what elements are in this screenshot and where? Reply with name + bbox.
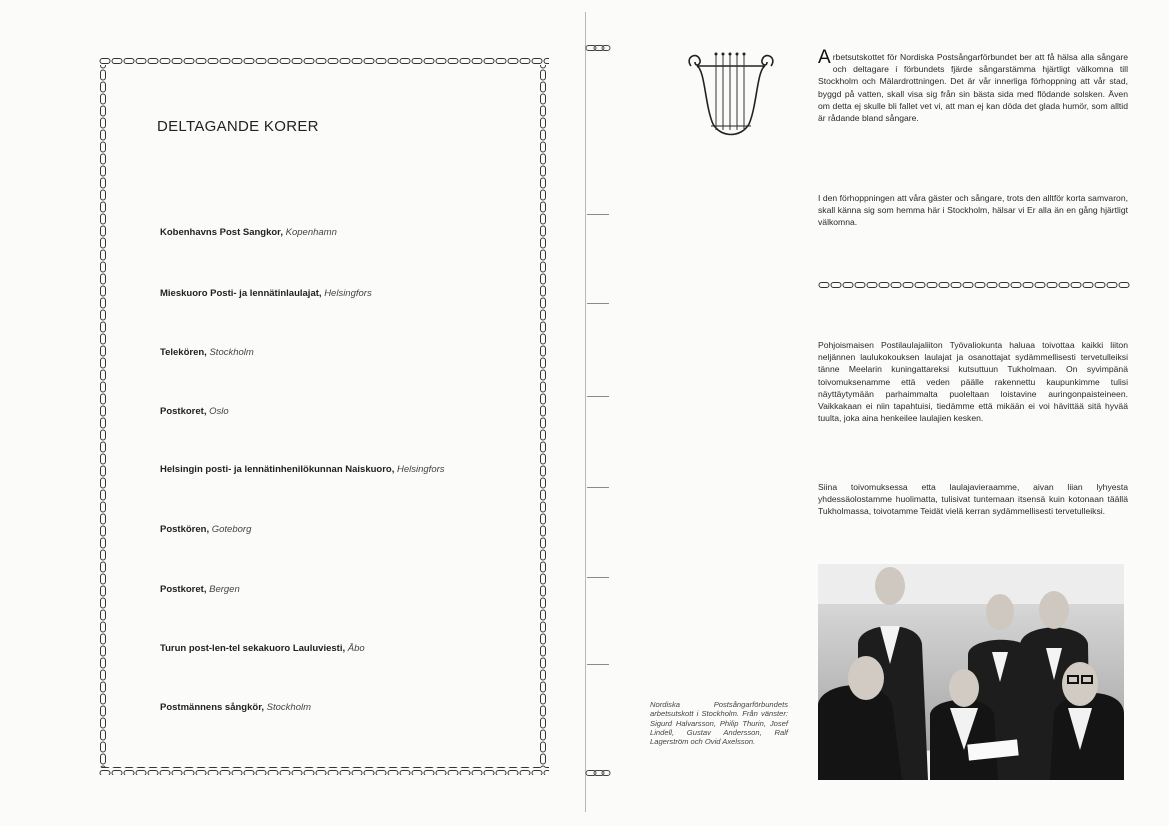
finnish-welcome-paragraph: Pohjoismaisen Postilaulajaliiton Työvaliokunta haluaa toivottaa kaikki liiton neljännen laulukokouksen laulajat ja osanottajat sydämmellisesti tervetulleiksi tänne Meelarin kuningattareksi kutsuttuun Tukholmaan. On syvimpänä toivomuksenamme että veden päälle rakennettu kaupunkimme tulisi näyttäytymään parhaimmalta puoleltaan loistavine auringonpaisteineen. Vaikkakaan ei niin tapahtuisi, tiedämme että mikään ei voi hävittää sitä hyvää tuulta, joka aina henkeilee laulajien kesken. — [818, 340, 1128, 424]
gutter-tick — [587, 487, 609, 488]
choir-entry: Postkoret, Oslo — [160, 406, 229, 417]
drop-cap: A — [818, 47, 831, 68]
gutter-chain-ornament — [585, 44, 611, 52]
choir-entry: Postmännens sångkör, Stockholm — [160, 702, 312, 713]
gutter-tick — [587, 664, 609, 665]
choir-entry: Telekören, Stockholm — [160, 347, 254, 358]
gutter-tick — [587, 577, 609, 578]
page-gutter — [585, 12, 586, 812]
choir-entry: Postkören, Goteborg — [160, 524, 252, 535]
choir-entry: Mieskuoro Posti- ja lennätinlaulajat, Helsingfors — [160, 288, 372, 299]
page-title: DELTAGANDE KORER — [157, 118, 319, 135]
photo-caption: Nordiska Postsångarförbundets arbetsutskott i Stockholm. Från vänster: Sigurd Halvarsson, Philip Thurin, Josef Lindell, Gustav Andersson, Ralf Lagerström och Ovid Axelsson. — [650, 700, 788, 747]
gutter-tick — [587, 303, 609, 304]
finnish-second-paragraph: Siina toivomuksessa etta laulajavieraamme, aivan liian lyhyesta yhdessäolostamme huolimatta, tulisivat tuntemaan itsensä kuin kotonaan täällä Tukholmassa, toivotamme Teidät vielä kerran sydämmellisesti tervetulleiksi. — [818, 482, 1128, 517]
gutter-chain-ornament — [585, 769, 611, 777]
swedish-welcome-paragraph: Arbetsutskottet för Nordiska Postsångarförbundet ber att få hälsa alla sångare och deltagare i förbundets fjärde sångarstämma hjärtligt välkomna till Stockholm och Mälardrottningen. Det är vår innerliga förhoppning att vår stad, byggd på vatten, skall visa sig från sin bästa sida med flödande solsken. Även om detta ej skulle bli fallet vet vi, att man ej kan döda det glada humör, som alltid är rådande bland sångare. — [818, 47, 1128, 124]
gutter-tick — [587, 214, 609, 215]
choir-entry: Postkoret, Bergen — [160, 584, 240, 595]
choir-entry: Turun post-len-tel sekakuoro Lauluviesti, Åbo — [160, 643, 365, 654]
lyre-icon — [683, 46, 779, 142]
choir-entry: Helsingin posti- ja lennätinhenilökunnan Naiskuoro, Helsingfors — [160, 464, 445, 475]
choir-entry: Kobenhavns Post Sangkor, Kopenhamn — [160, 227, 337, 238]
group-photo — [818, 564, 1124, 780]
gutter-tick — [587, 396, 609, 397]
swedish-second-paragraph: I den förhoppningen att våra gäster och sångare, trots den alltför korta samvaron, skall känna sig som hemma här i Stockholm, hälsar vi Er alla än en gång hjärtligt välkomna. — [818, 193, 1128, 228]
chain-divider — [818, 281, 1130, 289]
